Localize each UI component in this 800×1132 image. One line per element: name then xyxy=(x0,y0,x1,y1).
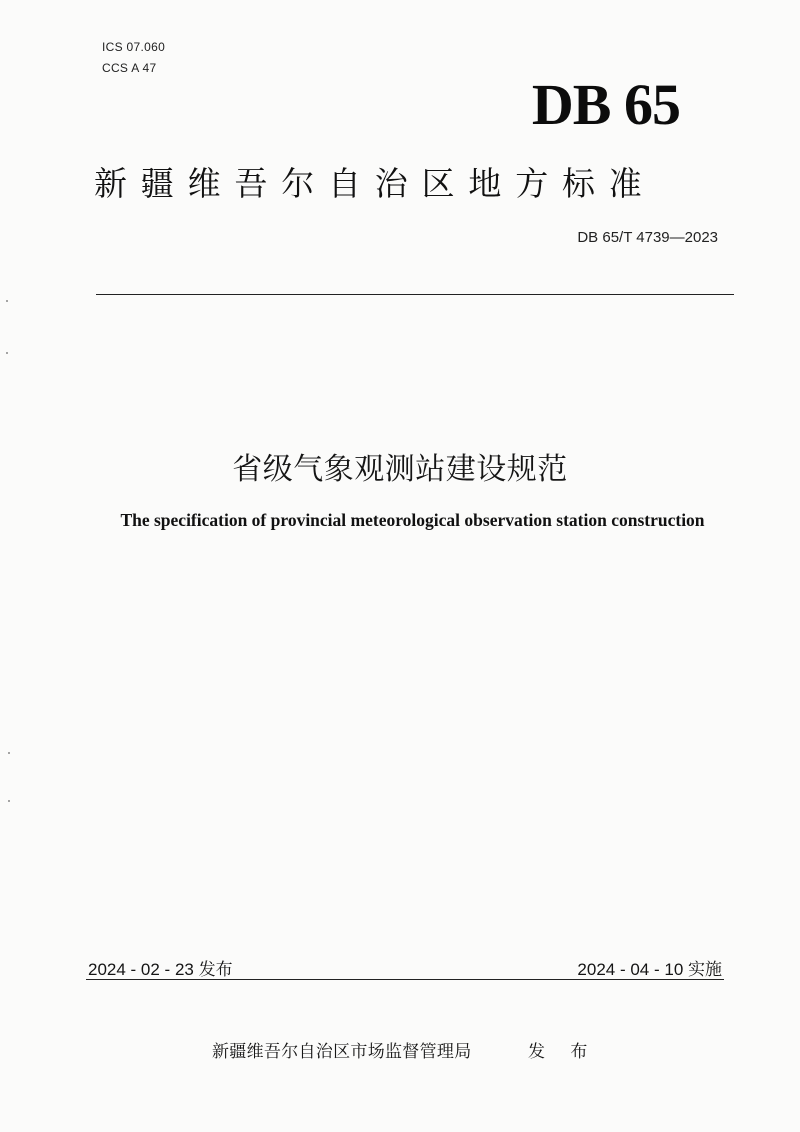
issue-label: 发 布 xyxy=(528,1042,598,1062)
scan-speck xyxy=(8,800,10,802)
scan-speck xyxy=(6,300,8,302)
ics-code: ICS 07.060 xyxy=(102,40,166,54)
standard-number: DB 65/T 4739—2023 xyxy=(577,229,718,246)
english-title: The specification of provincial meteorological observation station construction xyxy=(120,510,705,530)
bottom-divider xyxy=(86,979,724,980)
implementation-date: 2024 - 04 - 10 实施 xyxy=(577,960,722,979)
db65-logo: DB 65 xyxy=(531,72,680,137)
scan-speck xyxy=(8,752,10,754)
chinese-title: 省级气象观测站建设规范 xyxy=(232,452,568,487)
top-divider xyxy=(96,294,734,295)
issuing-authority: 新疆维吾尔自治区市场监督管理局 xyxy=(212,1042,472,1062)
scan-speck xyxy=(6,352,8,354)
release-date: 2024 - 02 - 23 发布 xyxy=(88,960,233,979)
standard-category-title: 新疆维吾尔自治区地方标准 xyxy=(94,164,656,203)
ccs-code: CCS A 47 xyxy=(102,61,157,75)
